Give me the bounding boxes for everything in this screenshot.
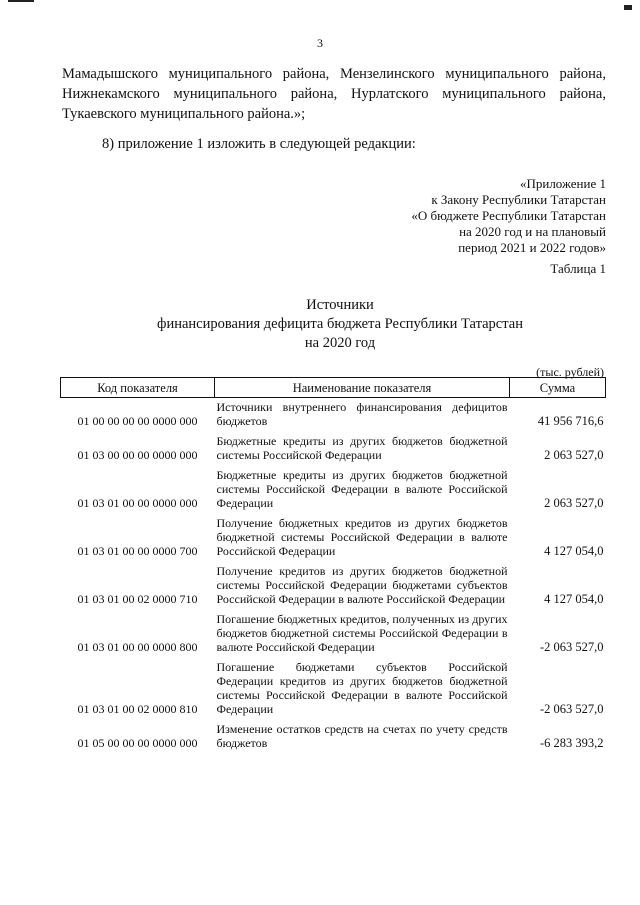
table-row	[61, 658, 606, 720]
appendix-line: на 2020 год и на плановый	[459, 224, 606, 239]
appendix-reference	[411, 176, 606, 256]
table-row	[61, 610, 606, 658]
financing-sources-table	[60, 377, 606, 754]
row-name: Источники внутреннего финансирования дефицитов бюджетов	[216, 400, 508, 428]
appendix-line: к Закону Республики Татарстан	[431, 192, 606, 207]
table-row	[61, 514, 606, 562]
header-code: Код показателя	[61, 378, 215, 398]
row-name: Получение бюджетных кредитов из других бюджетов бюджетной системы Российской Федерации в валюте Российской Федерации	[216, 516, 508, 558]
title-line: финансирования дефицита бюджета Республики Татарстан	[157, 316, 523, 332]
title-line: Источники	[306, 297, 374, 313]
row-name: Погашение бюджетами субъектов Российской Федерации кредитов из других бюджетов бюджетной системы Российской Федерации в валюте Российской Федерации	[216, 660, 508, 716]
row-code: 01 03 01 00 00 0000 700	[77, 544, 198, 558]
row-code: 01 03 01 00 00 0000 800	[77, 640, 198, 654]
row-sum: 4 127 054,0	[544, 592, 604, 606]
intro-line: Нижнекамского муниципального района, Нурлатского муниципального района,	[62, 86, 606, 102]
row-code: 01 03 00 00 00 0000 000	[77, 448, 198, 462]
row-sum: 2 063 527,0	[544, 448, 604, 462]
intro-paragraph	[62, 64, 606, 124]
header-sum: Сумма	[510, 378, 606, 398]
table-row	[61, 466, 606, 514]
table-row	[61, 398, 606, 433]
row-code: 01 00 00 00 00 0000 000	[77, 414, 198, 428]
table-label: Таблица 1	[550, 261, 606, 276]
scan-mark-top	[8, 0, 34, 2]
table-row	[61, 720, 606, 754]
scan-mark-right	[624, 5, 632, 10]
amendment-item: 8) приложение 1 изложить в следующей редакции:	[102, 136, 416, 152]
row-name: Бюджетные кредиты из других бюджетов бюджетной системы Российской Федерации	[216, 434, 508, 462]
row-code: 01 03 01 00 02 0000 710	[77, 592, 198, 606]
row-name: Изменение остатков средств на счетах по учету средств бюджетов	[216, 722, 508, 750]
row-name: Бюджетные кредиты из других бюджетов бюджетной системы Российской Федерации в валюте Российской Федерации	[216, 468, 508, 510]
row-sum: 4 127 054,0	[544, 544, 604, 558]
row-code: 01 03 01 00 02 0000 810	[77, 702, 198, 716]
row-name: Получение кредитов из других бюджетов бюджетной системы Российской Федерации бюджетами субъектов Российской Федерации в валюте Российской Федерации	[216, 564, 508, 606]
header-name: Наименование показателя	[215, 378, 510, 398]
document-title	[0, 296, 640, 353]
table-row	[61, 562, 606, 610]
row-sum: 2 063 527,0	[544, 496, 604, 510]
row-sum: -2 063 527,0	[539, 702, 604, 716]
appendix-line: «Приложение 1	[519, 176, 606, 191]
title-line: на 2020 год	[304, 335, 376, 351]
intro-line: Тукаевского муниципального района.»;	[62, 106, 306, 122]
appendix-line: «О бюджете Республики Татарстан	[411, 208, 606, 223]
row-code: 01 03 01 00 00 0000 000	[77, 496, 198, 510]
appendix-line: период 2021 и 2022 годов»	[458, 240, 606, 255]
row-sum: 41 956 716,6	[537, 414, 604, 428]
page-number: 3	[317, 36, 323, 50]
row-sum: -2 063 527,0	[539, 640, 604, 654]
units-note: (тыс. рублей)	[536, 365, 604, 379]
table-header-row	[61, 378, 606, 398]
table-row	[61, 432, 606, 466]
row-sum: -6 283 393,2	[539, 736, 604, 750]
row-name: Погашение бюджетных кредитов, полученных из других бюджетов бюджетной системы Российской Федерации в валюте Российской Федерации	[216, 612, 508, 654]
intro-line: Мамадышского муниципального района, Мензелинского муниципального района,	[62, 66, 606, 82]
row-code: 01 05 00 00 00 0000 000	[77, 736, 198, 750]
